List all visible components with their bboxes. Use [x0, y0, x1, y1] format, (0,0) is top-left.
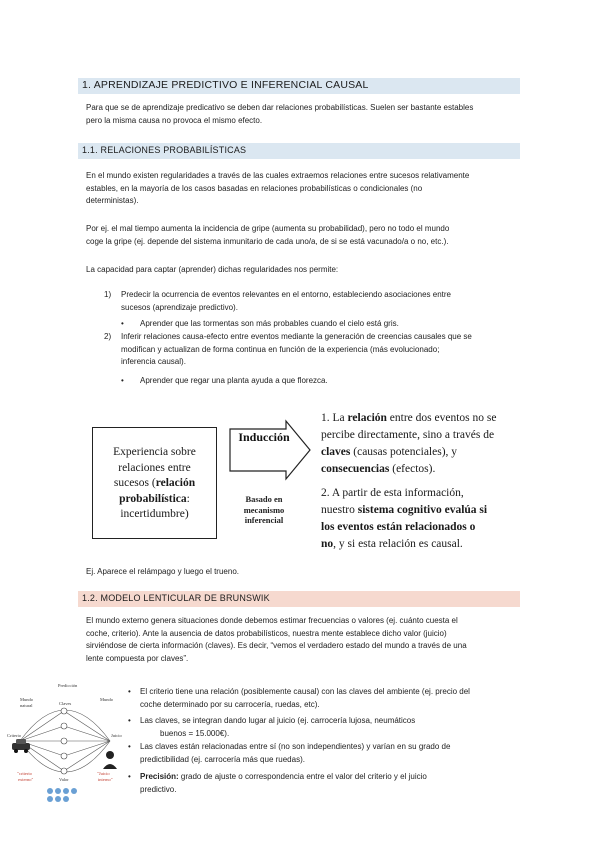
t1-line3-a: claves — [321, 446, 351, 458]
section-heading-1-1 — [78, 143, 520, 159]
numbered-item-2-text — [121, 331, 513, 369]
lens-bullet-4-text — [140, 771, 518, 796]
experience-box — [92, 427, 217, 539]
lb3-line-1: Las claves están relacionadas entre sí (no son independientes) y varían en su grado de — [140, 742, 451, 751]
diag-t1-line-1 — [321, 410, 517, 427]
box-line-5: incertidumbre) — [120, 508, 189, 520]
diag-t2-line-1: 2. A partir de esta información, — [321, 487, 464, 499]
t1-b: relación — [347, 412, 387, 424]
box-line-4-a: probabilística — [119, 492, 187, 505]
fig-label-bottom-left-1: "criterio — [17, 771, 32, 776]
flu-line-2: coge la gripe (ej. depende del sistema inmunitario de cada uno/a, de si se está vacunado/a o no, etc.). — [86, 236, 449, 246]
sub-bullet-2-text: Aprender que regar una planta ayuda a que florezca. — [140, 376, 328, 385]
section-heading-1 — [78, 78, 520, 94]
item2-line-2: modifican y actualizan de forma continua en función de la experiencia (más evolucionado; — [121, 344, 440, 354]
brunswik-line-1: El mundo externo genera situaciones donde debemos estimar frecuencias o valores (ej. cuánto cuesta el — [86, 616, 458, 625]
caption-line-2: mecanismo — [243, 504, 285, 515]
fig-label-valor: Valor — [59, 777, 69, 782]
fig-label-mundo-t: Mundo — [100, 697, 114, 702]
induction-arrow-icon — [228, 419, 312, 481]
world-line-1: En el mundo existen regularidades a través de las cuales extraemos relaciones entre sucesos relativamente — [86, 171, 470, 180]
t2-line2-a: nuestro — [321, 504, 358, 516]
item2-line-3: inferencia causal). — [121, 357, 186, 366]
intro-line-2: pero la misma causa no provoca el mismo efecto. — [86, 115, 263, 125]
numbered-item-1-number: 1) — [104, 290, 112, 299]
experience-box-text — [97, 445, 212, 523]
numbered-item-2-number: 2) — [104, 332, 112, 341]
lens-model-figure — [6, 681, 124, 811]
diagram-text-1 — [321, 410, 517, 478]
bullet-dot: • — [128, 687, 131, 696]
fig-label-bottom-right-2: interno" — [98, 777, 113, 782]
cue-icons — [47, 788, 77, 802]
fig-label-top: Predicción — [58, 683, 78, 688]
world-line-2-b: condicionales — [359, 183, 409, 193]
fig-label-mundo2: natural — [20, 703, 33, 708]
brunswik-line-3: sirviéndose de cierta información (claves). Es decir, “vemos el verdadero estado del mundo a través de una — [86, 641, 467, 650]
bullet-dot: • — [128, 716, 131, 725]
item1-line-2: sucesos (aprendizaje predictivo). — [121, 302, 238, 312]
caption-line-3: inferencial — [244, 515, 284, 525]
fig-label-mundo: Mundo — [20, 697, 34, 702]
lb4-b: grado de ajuste o correspondencia entre el valor del criterio y el juicio — [178, 772, 427, 781]
t2-line4-a: no — [321, 538, 334, 550]
diagram-text-2 — [321, 485, 517, 553]
bullet-dot: • — [121, 376, 124, 385]
intro-line-1: Para que se de aprendizaje predicativo se deben dar relaciones probabilísticas. Suelen ser bastante estables — [86, 103, 474, 112]
box-line-2: relaciones entre — [118, 461, 191, 474]
brunswik-line-4: lente compuesta por claves”. — [86, 653, 189, 663]
fig-label-claves: Claves — [59, 701, 72, 706]
diag-t1-line-2: percibe directamente, sino a través de — [321, 429, 495, 441]
section-heading-1-1-text: 1.1. RELACIONES PROBABILÍSTICAS — [82, 145, 247, 155]
box-line-4-b: : — [186, 492, 190, 505]
diag-t1-line-3 — [321, 444, 517, 461]
brunswik-line-2: coche, criterio). Ante la ausencia de datos probabilísticos, nuestra mente establece dicho valor (juicio) — [86, 628, 447, 638]
diag-t2-line-4 — [321, 536, 517, 553]
lb4-line-1 — [140, 771, 518, 784]
diag-t1-line-4 — [321, 461, 517, 478]
t1-c: entre dos eventos no se — [386, 412, 497, 424]
t1-line4-a: consecuencias — [321, 463, 390, 475]
brunswik-paragraph — [86, 615, 516, 665]
box-line-1: Experiencia sobre — [113, 446, 196, 458]
lens-bullet-3-text — [140, 741, 518, 766]
induction-label: Inducción — [238, 430, 290, 444]
sub-bullet-1-text: Aprender que las tormentas son más probables cuando el cielo está gris. — [140, 319, 399, 328]
t2-line2-b: sistema cognitivo evalúa si — [357, 504, 488, 516]
section-heading-1-2-text: 1.2. MODELO LENTICULAR DE BRUNSWIK — [82, 593, 270, 603]
lb4-line-2: predictivo. — [140, 784, 177, 794]
t1-line4-b: (efectos). — [389, 463, 436, 475]
lb1-line-2: coche determinado por su carrocería, ruedas, etc). — [140, 699, 320, 709]
world-paragraph — [86, 170, 516, 208]
flu-line-1: Por ej. el mal tiempo aumenta la incidencia de gripe (aumenta su probabilidad), pero no todo el mundo — [86, 224, 450, 233]
example-text: Ej. Aparece el relámpago y luego el trueno. — [86, 567, 239, 576]
world-line-2-a: estables, en la mayoría de los casos basadas en relaciones probabilísticas o — [86, 183, 360, 193]
t1-line3-b: (causas potenciales), y — [350, 446, 458, 458]
box-line-3-a: sucesos ( — [113, 477, 156, 489]
lens-bullet-2-text — [140, 715, 518, 740]
numbered-item-1-text — [121, 289, 513, 314]
lb4-a: Precisión: — [140, 772, 179, 781]
lb1-line-1: El criterio tiene una relación (posiblemente causal) con las claves del ambiente (ej. precio del — [140, 687, 470, 696]
world-line-2 — [86, 183, 516, 196]
box-line-4 — [97, 492, 212, 508]
section-heading-1-text: 1. APRENDIZAJE PREDICTIVO E INFERENCIAL CAUSAL — [82, 79, 369, 91]
item1-line-1: Predecir la ocurrencia de eventos relevantes en el entorno, estableciendo asociaciones entre — [121, 290, 451, 299]
bullet-dot: • — [121, 319, 124, 328]
caption-line-1: Basado en — [245, 494, 283, 504]
fig-label-bottom-right-1: "Juicio — [97, 771, 110, 776]
t2-line4-b: , y si esta relación es causal. — [333, 538, 463, 550]
fig-label-criterio: Criterio — [7, 733, 21, 738]
lb3-line-2: predictibilidad (ej. carrocería más que ruedas). — [140, 754, 305, 764]
box-line-3-b: relación — [155, 477, 196, 489]
world-line-3: deterministas). — [86, 196, 139, 205]
diag-t2-line-3: los eventos están relacionados o — [321, 521, 476, 533]
item2-line-1: Inferir relaciones causa-efecto entre eventos mediante la generación de creencias causales que se — [121, 332, 472, 341]
bullet-dot: • — [128, 742, 131, 751]
section-heading-1-2 — [78, 591, 520, 607]
lens-bullet-1-text — [140, 686, 518, 711]
fig-label-juicio: Juicio — [111, 733, 122, 738]
lb2-line-1: Las claves, se integran dando lugar al juicio (ej. carrocería lujosa, neumáticos — [140, 716, 416, 725]
intro-paragraph — [86, 102, 516, 127]
t1-a: 1. La — [321, 412, 348, 424]
fig-label-bottom-left-2: externo" — [18, 777, 34, 782]
flu-paragraph — [86, 223, 516, 248]
person-icon — [103, 751, 117, 769]
bullet-dot: • — [128, 772, 131, 781]
induction-caption — [232, 494, 296, 526]
world-line-2-c: (no — [408, 183, 423, 193]
capacity-paragraph: La capacidad para captar (aprender) dichas regularidades nos permite: — [86, 265, 339, 274]
diag-t2-line-2 — [321, 502, 517, 519]
lb2-line-2: buenos = 15.000€). — [160, 728, 230, 738]
box-line-3 — [97, 476, 212, 492]
